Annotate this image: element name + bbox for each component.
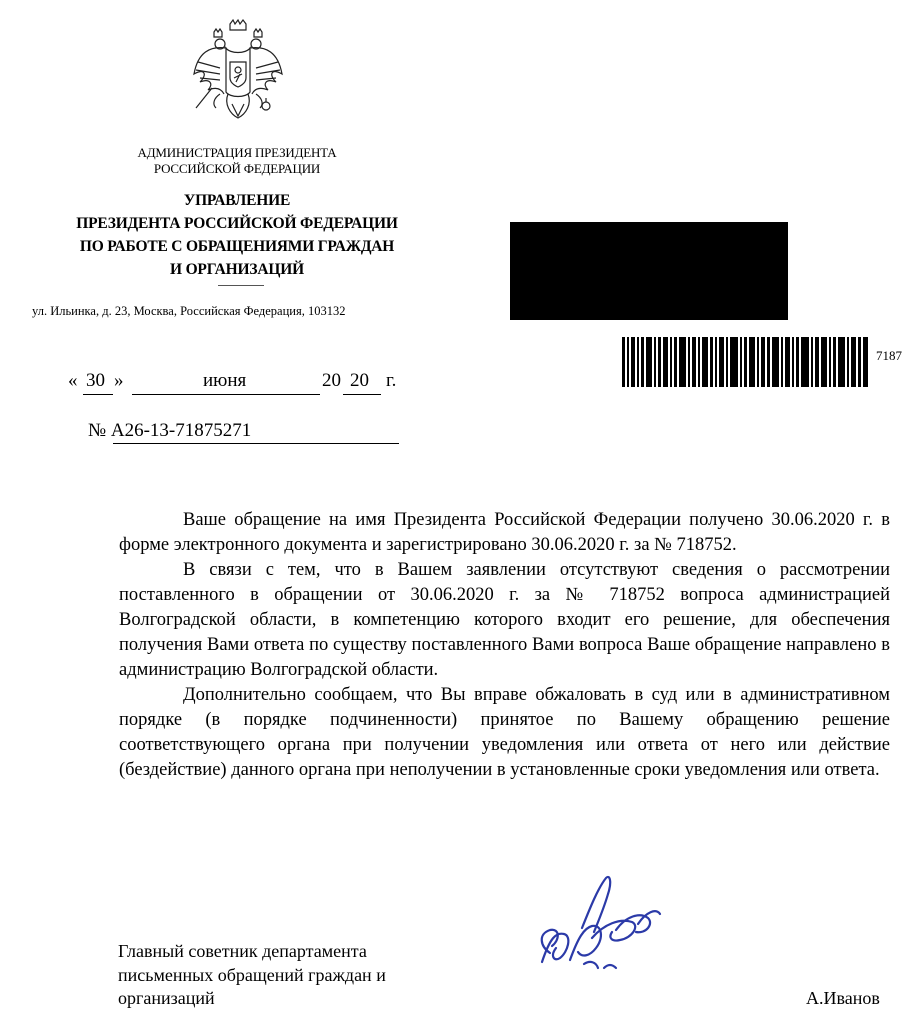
department-title-line4: И ОРГАНИЗАЦИЙ bbox=[170, 261, 304, 278]
signatory-name: А.Иванов bbox=[806, 988, 880, 1008]
barcode bbox=[622, 337, 868, 387]
signatory-title bbox=[118, 940, 478, 1011]
body-paragraph-1: Ваше обращение на имя Президента Российской Федерации получено 30.06.2020 г. в форме электронного документа и зарегистрировано 30.06.2020 г. за № 718752. bbox=[119, 510, 890, 555]
body-paragraph-2: В связи с тем, что в Вашем заявлении отсутствуют сведения о рассмотрении поставленного в обращении от 30.06.2020 г. за № 718752 вопроса администрацией Волгоградской области, в компетенцию которого входит его решение, для обеспечения получения Вами ответа по существу поставленного Вами вопроса Ваше обращение направлено в администрацию Волгоградской области. bbox=[119, 560, 890, 680]
department-title-line3: ПО РАБОТЕ С ОБРАЩЕНИЯМИ ГРАЖДАН bbox=[79, 238, 395, 255]
signatory-title-line3: организаций bbox=[118, 988, 215, 1008]
date-month-underline bbox=[132, 394, 320, 395]
barcode-number: 7187 bbox=[876, 348, 902, 363]
redacted-recipient-block bbox=[510, 222, 788, 320]
signatory-title-line1: Главный советник департамента bbox=[118, 941, 367, 961]
admin-title-line2: РОССИЙСКОЙ ФЕДЕРАЦИИ bbox=[153, 161, 321, 176]
reference-number: № А26-13-71875271 bbox=[88, 420, 252, 441]
letter-body bbox=[119, 508, 890, 783]
reference-underline bbox=[113, 443, 399, 444]
date-close-quote: » bbox=[114, 370, 124, 391]
date-month: июня bbox=[203, 370, 247, 391]
header-divider bbox=[218, 285, 264, 286]
date-year: 20 bbox=[350, 370, 369, 391]
body-paragraph-3: Дополнительно сообщаем, что Вы вправе обжаловать в суд или в административном порядке (в порядке подчиненности) принятое по Вашему обращению решение соответствующего органа при получении уведомления или ответа от него или действие (бездействие) данного органа при неполучении в установленные сроки уведомления или ответа. bbox=[119, 685, 890, 780]
department-title-line1: УПРАВЛЕНИЕ bbox=[183, 192, 291, 209]
department-title-line2: ПРЕЗИДЕНТА РОССИЙСКОЙ ФЕДЕРАЦИИ bbox=[76, 215, 398, 232]
date-open-quote: « bbox=[68, 370, 78, 391]
date-day: 30 bbox=[86, 370, 105, 391]
date-year-underline bbox=[343, 394, 381, 395]
signatory-title-line2: письменных обращений граждан и bbox=[118, 964, 386, 985]
handwritten-signature bbox=[520, 868, 670, 983]
date-year-suffix: г. bbox=[386, 370, 397, 391]
coat-of-arms-emblem bbox=[190, 18, 286, 130]
date-century: 20 bbox=[322, 370, 341, 391]
admin-title-line1: АДМИНИСТРАЦИЯ ПРЕЗИДЕНТА bbox=[137, 145, 337, 160]
sender-address: ул. Ильинка, д. 23, Москва, Российская Федерация, 103132 bbox=[32, 304, 346, 318]
date-day-underline bbox=[83, 394, 113, 395]
